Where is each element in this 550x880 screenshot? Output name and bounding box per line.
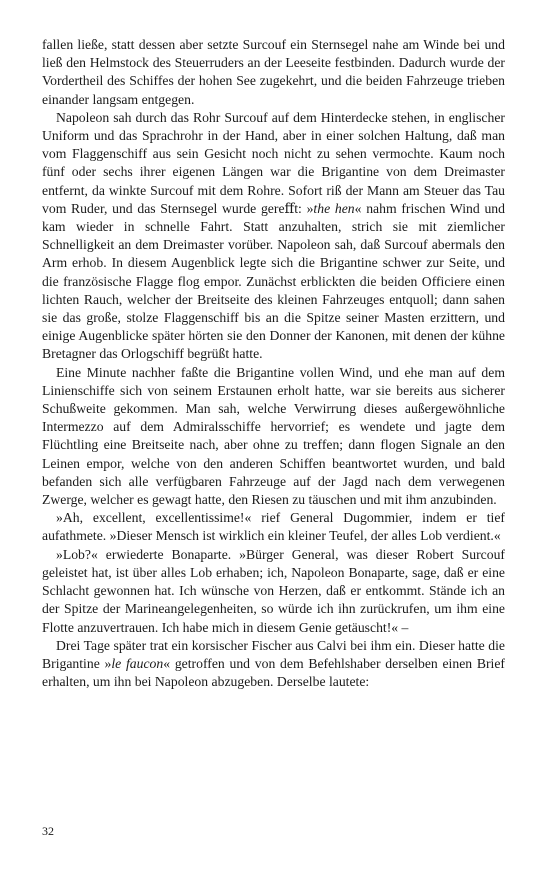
- text-run: Drei Tage später trat ein korsischer Fischer aus Calvi bei ihm ein. Dieser hatte die Brigantine »: [42, 637, 505, 671]
- text-run: Napoleon sah durch das Rohr Surcouf auf dem Hinterdecke stehen, in englischer Uniform und das Sprachrohr in der Hand, aber in einer solchen Haltung, daß man vom Flaggenschiff aus sein Gesicht noch nicht zu sehen vermochte. Kaum noch fünf oder sechs ihrer eigenen Längen war die Brigantine von dem Dreimaster entfernt, da winkte Surcouf mit dem Rohre. Sofort riß der Mann am Steuer das Tau vom Ruder, und das Sternsegel wurde gereﬀt: »: [42, 109, 505, 216]
- italic-run: the hen: [313, 200, 355, 216]
- italic-run: le faucon: [111, 655, 164, 671]
- paragraph: [42, 364, 505, 510]
- text-run: fallen ließe, statt dessen aber setzte Surcouf ein Sternsegel nahe am Winde bei und ließ den Helmstock des Steuerruders an der Leeseite festbinden. Dadurch wurde der Vordertheil des Schiffes der hohen See zugekehrt, und die beiden Fahrzeuge trieben einander langsam entgegen.: [42, 37, 505, 107]
- paragraph: [42, 36, 505, 109]
- text-run: Eine Minute nachher faßte die Brigantine vollen Wind, und ehe man auf dem Linienschiffe sich von seinem Erstaunen erholt hatte, war sie bereits aus sicherer Schußweite gekommen. Man sah, welche Verwirrung dieses außergewöhnliche Intermezzo auf dem Admiralsschiffe hervorrief; es wendete und jagte dem Flüchtling eine Breitseite nach, aber ohne zu treffen; dann flogen Signale an den Leinen empor, welche von den anderen Schiffen beantwortet wurden, und bald befanden sich alle verfügbaren Fahrzeuge auf der Jagd nach dem verwegenen Zwerge, welcher es gewagt hatte, den Riesen zu täuschen und mit ihm anzubinden.: [42, 364, 505, 508]
- text-run: »Lob?« erwiederte Bonaparte. »Bürger General, was dieser Robert Surcouf geleistet hat, ist über alles Lob erhaben; ich, Napoleon Bonaparte, sage, daß er eine Schlacht gewonnen hat. Ich wünsche von Herzen, daß er entkommt. Stände ich an der Spitze der Marineangelegenheiten, so würde ich ihn zurückrufen, um ihm eine Flotte anzuvertrauen. Ich habe mich in diesem Genie getäuscht!« –: [42, 546, 505, 635]
- paragraph: [42, 509, 505, 545]
- text-run: « getroffen und von dem Befehlshaber derselben einen Brief erhalten, um ihn bei Napoleon abzugeben. Derselbe lautete:: [42, 655, 505, 690]
- paragraph: [42, 637, 505, 692]
- text-run: »Ah, excellent, excellentissime!« rief General Dugommier, indem er tief aufathmete. »Dieser Mensch ist wirklich ein kleiner Teufel, der alles Lob verdient.«: [42, 510, 505, 544]
- paragraph: [42, 109, 505, 364]
- body-text: [42, 36, 505, 691]
- page-number: 32: [42, 824, 54, 838]
- paragraph: [42, 546, 505, 637]
- text-run: « nahm frischen Wind und kam wieder in schnelle Fahrt. Statt anzuhalten, strich sie mit ziemlicher Schnelligkeit an dem Dreimaster vorüber. Napoleon sah, daß Surcouf abermals den Arm erhob. In diesem Augenblick legte sich die Brigantine schwer zur Seite, und die französische Flagge flog empor. Zunächst erblickten die beiden Officiere einen lichten Rauch, welcher der Breitseite des kleinen Fahrzeuges entquoll; dann sahen sie das große, stolze Flaggenschiff bis an die Spitze seiner Masten erzittern, und einige Augenblicke später hörten sie den Donner der Kanonen, mit denen der kühne Bretagner das Orlogschiff begrüßt hatte.: [42, 200, 505, 362]
